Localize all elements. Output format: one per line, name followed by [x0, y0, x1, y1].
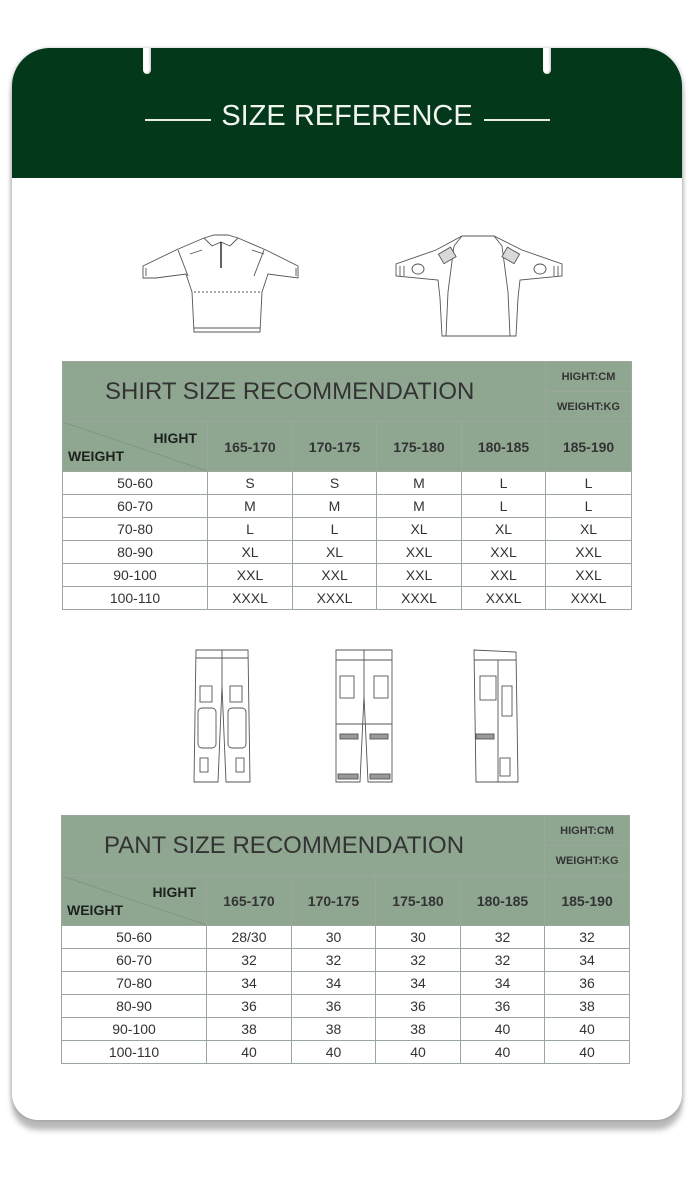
- size-cell: L: [462, 472, 546, 495]
- table-row: [62, 972, 630, 995]
- size-cell: XXXL: [208, 587, 293, 610]
- pant-table-title: PANT SIZE RECOMMENDATION: [62, 816, 545, 876]
- title-rule-right: [484, 119, 550, 121]
- size-cell: 34: [461, 972, 545, 995]
- corner-height-label: HIGHT: [153, 430, 197, 446]
- hanger-slot-right: [543, 48, 551, 74]
- size-cell: 40: [461, 1041, 545, 1064]
- size-cell: L: [546, 472, 632, 495]
- shirt-front-icon: [138, 232, 304, 336]
- size-cell: XL: [377, 518, 462, 541]
- size-cell: XXL: [377, 541, 462, 564]
- page-title: SIZE REFERENCE: [221, 100, 473, 132]
- table-row: [63, 495, 632, 518]
- weight-cell: 90-100: [62, 1018, 207, 1041]
- weight-cell: 50-60: [63, 472, 208, 495]
- pants-back-icon: [334, 646, 394, 786]
- size-cell: XXL: [462, 564, 546, 587]
- pants-side-icon: [472, 646, 520, 786]
- height-column-header: 175-180: [377, 422, 462, 472]
- shirt-table-title: SHIRT SIZE RECOMMENDATION: [63, 362, 546, 422]
- height-column-header: 165-170: [207, 876, 292, 926]
- size-cell: M: [377, 472, 462, 495]
- size-cell: 36: [207, 995, 292, 1018]
- height-column-header: 165-170: [208, 422, 293, 472]
- size-cell: M: [208, 495, 293, 518]
- size-cell: L: [462, 495, 546, 518]
- weight-cell: 80-90: [62, 995, 207, 1018]
- table-row: [63, 564, 632, 587]
- size-cell: XL: [208, 541, 293, 564]
- size-cell: XXL: [546, 564, 632, 587]
- size-cell: XXL: [462, 541, 546, 564]
- height-column-header: 180-185: [462, 422, 546, 472]
- height-column-header: 185-190: [546, 422, 632, 472]
- size-cell: 34: [207, 972, 292, 995]
- height-column-header: 185-190: [545, 876, 630, 926]
- corner-header: [63, 422, 208, 472]
- table-row: [62, 995, 630, 1018]
- size-reference-card: [12, 48, 682, 1120]
- size-cell: 40: [461, 1018, 545, 1041]
- pants-front-icon: [192, 646, 252, 786]
- size-cell: 36: [545, 972, 630, 995]
- size-cell: XXXL: [377, 587, 462, 610]
- size-cell: XXL: [377, 564, 462, 587]
- size-cell: 34: [292, 972, 376, 995]
- table-row: [63, 472, 632, 495]
- size-cell: 36: [376, 995, 461, 1018]
- size-cell: L: [208, 518, 293, 541]
- size-cell: 38: [207, 1018, 292, 1041]
- size-cell: XXL: [546, 541, 632, 564]
- size-cell: XL: [546, 518, 632, 541]
- size-cell: 36: [292, 995, 376, 1018]
- size-cell: 40: [207, 1041, 292, 1064]
- shirt-back-icon: [390, 232, 566, 340]
- size-cell: S: [208, 472, 293, 495]
- size-cell: 40: [376, 1041, 461, 1064]
- unit-height-label: HIGHT:CM: [545, 816, 630, 846]
- size-cell: XXXL: [546, 587, 632, 610]
- weight-cell: 60-70: [63, 495, 208, 518]
- table-row: [63, 518, 632, 541]
- size-cell: L: [546, 495, 632, 518]
- corner-height-label: HIGHT: [152, 884, 196, 900]
- hanger-slot-left: [143, 48, 151, 74]
- size-cell: 34: [376, 972, 461, 995]
- table-row: [62, 926, 630, 949]
- size-cell: 34: [545, 949, 630, 972]
- weight-cell: 100-110: [62, 1041, 207, 1064]
- header-band: [12, 48, 682, 178]
- unit-weight-label: WEIGHT:KG: [545, 846, 630, 876]
- size-cell: 28/30: [207, 926, 292, 949]
- size-cell: 30: [376, 926, 461, 949]
- size-cell: 32: [545, 926, 630, 949]
- size-cell: 32: [292, 949, 376, 972]
- size-cell: M: [377, 495, 462, 518]
- weight-cell: 50-60: [62, 926, 207, 949]
- height-column-header: 170-175: [293, 422, 377, 472]
- unit-weight-label: WEIGHT:KG: [546, 392, 632, 422]
- corner-header: [62, 876, 207, 926]
- table-row: [62, 1041, 630, 1064]
- size-cell: XXL: [293, 564, 377, 587]
- height-column-header: 180-185: [461, 876, 545, 926]
- weight-cell: 60-70: [62, 949, 207, 972]
- size-cell: 32: [461, 926, 545, 949]
- size-cell: L: [293, 518, 377, 541]
- table-row: [63, 587, 632, 610]
- size-cell: 38: [376, 1018, 461, 1041]
- size-cell: 40: [545, 1041, 630, 1064]
- weight-cell: 90-100: [63, 564, 208, 587]
- corner-weight-label: WEIGHT: [68, 448, 124, 464]
- unit-height-label: HIGHT:CM: [546, 362, 632, 392]
- size-cell: XL: [462, 518, 546, 541]
- table-row: [62, 1018, 630, 1041]
- size-cell: 40: [545, 1018, 630, 1041]
- size-cell: 32: [207, 949, 292, 972]
- size-cell: 40: [292, 1041, 376, 1064]
- size-cell: XXXL: [462, 587, 546, 610]
- size-cell: 30: [292, 926, 376, 949]
- size-cell: XL: [293, 541, 377, 564]
- weight-cell: 100-110: [63, 587, 208, 610]
- table-row: [62, 949, 630, 972]
- height-column-header: 170-175: [292, 876, 376, 926]
- pant-size-table: [61, 815, 630, 1064]
- shirt-size-table: [62, 361, 632, 610]
- weight-cell: 80-90: [63, 541, 208, 564]
- size-cell: XXXL: [293, 587, 377, 610]
- size-cell: 32: [461, 949, 545, 972]
- size-cell: 38: [292, 1018, 376, 1041]
- weight-cell: 70-80: [62, 972, 207, 995]
- size-cell: XXL: [208, 564, 293, 587]
- weight-cell: 70-80: [63, 518, 208, 541]
- size-cell: 36: [461, 995, 545, 1018]
- table-row: [63, 541, 632, 564]
- height-column-header: 175-180: [376, 876, 461, 926]
- corner-weight-label: WEIGHT: [67, 902, 123, 918]
- size-cell: 32: [376, 949, 461, 972]
- size-cell: M: [293, 495, 377, 518]
- size-cell: 38: [545, 995, 630, 1018]
- size-cell: S: [293, 472, 377, 495]
